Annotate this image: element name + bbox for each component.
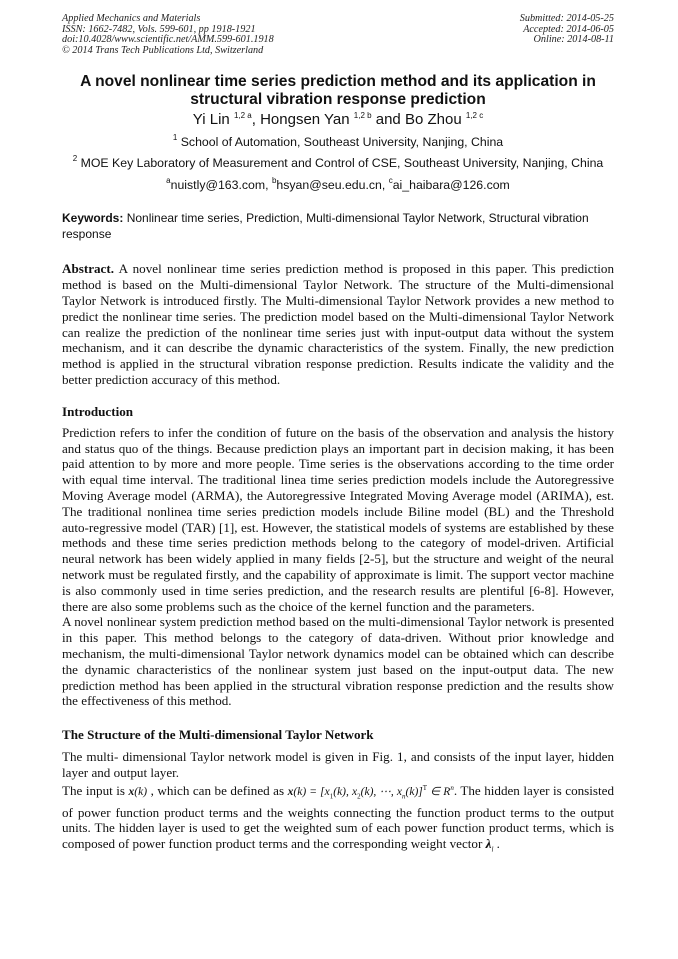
email-link[interactable]: nuistly@163.com, bbox=[170, 178, 272, 193]
author-separator: and bbox=[371, 111, 405, 129]
abstract-text: A novel nonlinear time series prediction method is proposed in this paper. This prediction method is based on the Multi-dimensional Taylor Network. The structure of the Multi-dimensional Taylor Network is introduced firstly. The Multi-dimensional Taylor Network provides a new method to predict the nonlinear time series. The prediction model based on the Multi-dimensional Taylor Network can realize the prediction of the nonlinear time series just with input-output data without the system mechanism, and it can describe the dynamic characteristics of the system. Finally, the new prediction method is applied in the structural vibration response prediction. Results indicate the validity and the better prediction accuracy of this method. bbox=[62, 261, 614, 387]
author-name: Yi Lin bbox=[192, 111, 230, 129]
email-link[interactable]: hsyan@seu.edu.cn, bbox=[276, 178, 389, 193]
email-marker: a bbox=[166, 176, 171, 186]
email-link[interactable]: ai_haibara@126.com bbox=[392, 178, 510, 193]
journal-header bbox=[62, 14, 614, 56]
author-affil-marker: 1,2 a bbox=[233, 111, 252, 121]
paper-title bbox=[62, 73, 614, 109]
author-separator: , bbox=[251, 111, 261, 129]
affiliation-2 bbox=[62, 153, 614, 174]
structure-paragraph-1: The multi- dimensional Taylor network model is given in Fig. 1, and consists of the input layer, hidden layer and output layer. bbox=[62, 749, 614, 780]
copyright-line: © 2014 Trans Tech Publications Ltd, Switzerland bbox=[62, 44, 264, 56]
affil-marker: 2 bbox=[72, 154, 78, 164]
affil-text: MOE Key Laboratory of Measurement and Control of CSE, Southeast University, Nanjing, China bbox=[77, 156, 604, 171]
author-list bbox=[62, 110, 614, 129]
journal-name: Applied Mechanics and Materials bbox=[62, 13, 201, 24]
email-marker: c bbox=[388, 176, 393, 186]
keywords-label: Keywords: bbox=[62, 211, 124, 226]
author-name: Hongsen Yan bbox=[260, 111, 350, 129]
online-date: Online: 2014-08-11 bbox=[533, 34, 614, 46]
intro-paragraph-1: Prediction refers to infer the condition of future on the basis of the observation and analysis the history and status quo of the things. Because prediction plays an important part in decision making, it has been paid attention to by more and more people. Time series is the observations according to the time order with equal time interval. The traditional linea time series prediction models include the Autoregressive Moving Average model (ARMA), the Autoregressive Integrated Moving Average model (ARIMA), est. The traditional nonlinea time series prediction models include Biline model (BL) and the Threshold auto-regressive model (TAR) [1], est. However, the statistical models of systems are established by these methods and these time series prediction methods belong to the category of model-driven. Artificial neural network has been widely applied in many fields [2-5], but the structure and weight of the neural network must be regulated firstly, and the capability of approximate is limit. The support vector machine is also commonly used in time series prediction, and the research results are plentiful [6-8]. However, there are also some problems such as the choice of the kernel function and the parameters. bbox=[62, 424, 614, 614]
submission-dates bbox=[520, 14, 614, 56]
issn-line: ISSN: 1662-7482, Vols. 599-601, pp 1918-1921 bbox=[62, 23, 256, 35]
math-weight-vector: $\lambda_l$ bbox=[485, 836, 494, 854]
author-name: Bo Zhou bbox=[404, 111, 462, 129]
email-marker: b bbox=[271, 176, 277, 186]
title-line-2: structural vibration response prediction bbox=[190, 91, 486, 109]
accepted-date: Accepted: 2014-06-05 bbox=[523, 23, 614, 35]
affil-text: School of Automation, Southeast University, Nanjing, China bbox=[177, 135, 504, 150]
submitted-date: Submitted: 2014-05-25 bbox=[519, 13, 614, 24]
section-heading-introduction: Introduction bbox=[62, 403, 134, 419]
text-span: . The hidden layer is consisted of power function product terms and the weights connecting the function product terms to the output units. The hidden layer is used to get the weighted sum of each power function product terms, which is composed of power function product terms and the corresponding weight vector bbox=[62, 782, 615, 852]
journal-info bbox=[62, 14, 274, 56]
affil-marker: 1 bbox=[172, 133, 178, 143]
text-span: The input is bbox=[62, 782, 129, 798]
text-span: . bbox=[493, 836, 500, 852]
author-emails bbox=[62, 175, 614, 195]
section-heading-structure: The Structure of the Multi-dimensional Taylor Network bbox=[62, 727, 374, 743]
text-span: , which can be defined as bbox=[147, 782, 288, 798]
keywords-text: Nonlinear time series, Prediction, Multi-dimensional Taylor Network, Structural vibration response bbox=[62, 211, 589, 241]
doi-line: doi:10.4028/www.scientific.net/AMM.599-601.1918 bbox=[62, 34, 274, 46]
abstract-label: Abstract. bbox=[62, 261, 114, 277]
structure-paragraph-2 bbox=[62, 781, 614, 859]
author-affil-marker: 1,2 c bbox=[465, 111, 484, 121]
keywords bbox=[62, 211, 614, 242]
title-line-1: A novel nonlinear time series prediction method and its application in bbox=[80, 73, 596, 91]
math-input-vector: x(k) bbox=[128, 785, 148, 798]
intro-paragraph-2: A novel nonlinear system prediction method based on the multi-dimensional Taylor network is presented in this paper. This method belongs to the category of data-driven. Without prior knowledge and mechanism, the multi-dimensional Taylor network dynamics model can be obtained which can describe the dynamic characteristics of the nonlinear system just based on the input-output data. The new prediction method has been applied in the structural vibration response prediction and the results show the effectiveness of this method. bbox=[62, 614, 614, 709]
affiliation-1 bbox=[62, 132, 614, 153]
author-affil-marker: 1,2 b bbox=[353, 111, 372, 121]
paper-page bbox=[62, 14, 614, 859]
math-input-definition: $x(k) = [x_1(k)$, $x_2(k)$, ⋯, $x_n(k)]^T$ ∈ $R^n$ bbox=[287, 783, 454, 800]
abstract bbox=[62, 261, 614, 387]
